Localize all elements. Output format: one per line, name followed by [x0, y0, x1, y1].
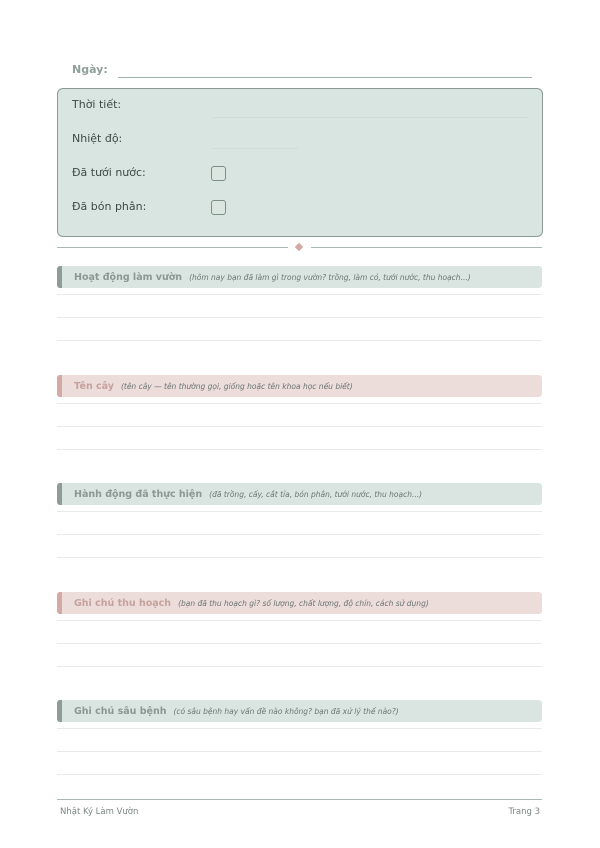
section-hint: (tên cây — tên thường gọi, giống hoặc tên khoa học nếu biết) — [120, 381, 353, 391]
section-header-pest-notes — [57, 700, 542, 722]
section-accent-bar — [57, 483, 62, 505]
temperature-input-line[interactable] — [212, 148, 298, 149]
section-accent-bar — [57, 266, 62, 288]
section-title: Hành động đã thực hiện — [74, 488, 203, 500]
section-accent-bar — [57, 375, 62, 397]
section-hint: (đã trồng, cấy, cắt tỉa, bón phân, tưới nước, thu hoạch...) — [209, 489, 423, 499]
temperature-label: Nhiệt độ: — [72, 132, 123, 145]
writing-line[interactable] — [57, 317, 542, 318]
section-title: Tên cây — [74, 380, 114, 392]
writing-line[interactable] — [57, 340, 542, 341]
writing-line[interactable] — [57, 449, 542, 450]
footer-divider — [57, 799, 542, 800]
writing-line[interactable] — [57, 557, 542, 558]
writing-line[interactable] — [57, 511, 542, 512]
writing-line[interactable] — [57, 620, 542, 621]
section-accent-bar — [57, 700, 62, 722]
section-hint: (bạn đã thu hoạch gì? số lượng, chất lượng, độ chín, cách sử dụng) — [178, 598, 429, 608]
section-header-gardening-activity — [57, 266, 542, 288]
writing-line[interactable] — [57, 728, 542, 729]
weather-input-line[interactable] — [212, 117, 528, 118]
section-hint: (có sâu bệnh hay vấn đề nào không? bạn đã xử lý thế nào?) — [173, 706, 399, 716]
section-hint: (hôm nay bạn đã làm gì trong vườn? trồng, làm cỏ, tưới nước, thu hoạch...) — [189, 272, 471, 282]
section-header-harvest-notes — [57, 592, 542, 614]
footer-page-number: Trang 3 — [508, 807, 540, 817]
section-header-plant-name — [57, 375, 542, 397]
writing-line[interactable] — [57, 774, 542, 775]
daily-info-box — [57, 88, 543, 237]
section-title: Ghi chú sâu bệnh — [74, 705, 167, 717]
divider-right — [311, 247, 542, 248]
fertilized-checkbox[interactable] — [211, 200, 226, 215]
writing-line[interactable] — [57, 426, 542, 427]
section-header-actions-taken — [57, 483, 542, 505]
date-label: Ngày: — [72, 63, 108, 76]
date-input-line[interactable] — [118, 77, 532, 78]
section-title: Ghi chú thu hoạch — [74, 597, 172, 609]
writing-line[interactable] — [57, 403, 542, 404]
writing-line[interactable] — [57, 643, 542, 644]
diamond-ornament — [295, 243, 303, 251]
section-title: Hoạt động làm vườn — [74, 271, 183, 283]
footer-journal-title: Nhật Ký Làm Vườn — [60, 807, 139, 817]
fertilized-label: Đã bón phân: — [72, 200, 147, 213]
writing-line[interactable] — [57, 666, 542, 667]
divider-left — [57, 247, 288, 248]
watered-label: Đã tưới nước: — [72, 166, 146, 179]
writing-line[interactable] — [57, 294, 542, 295]
writing-line[interactable] — [57, 534, 542, 535]
watered-checkbox[interactable] — [211, 166, 226, 181]
section-accent-bar — [57, 592, 62, 614]
writing-line[interactable] — [57, 751, 542, 752]
weather-label: Thời tiết: — [72, 98, 122, 111]
